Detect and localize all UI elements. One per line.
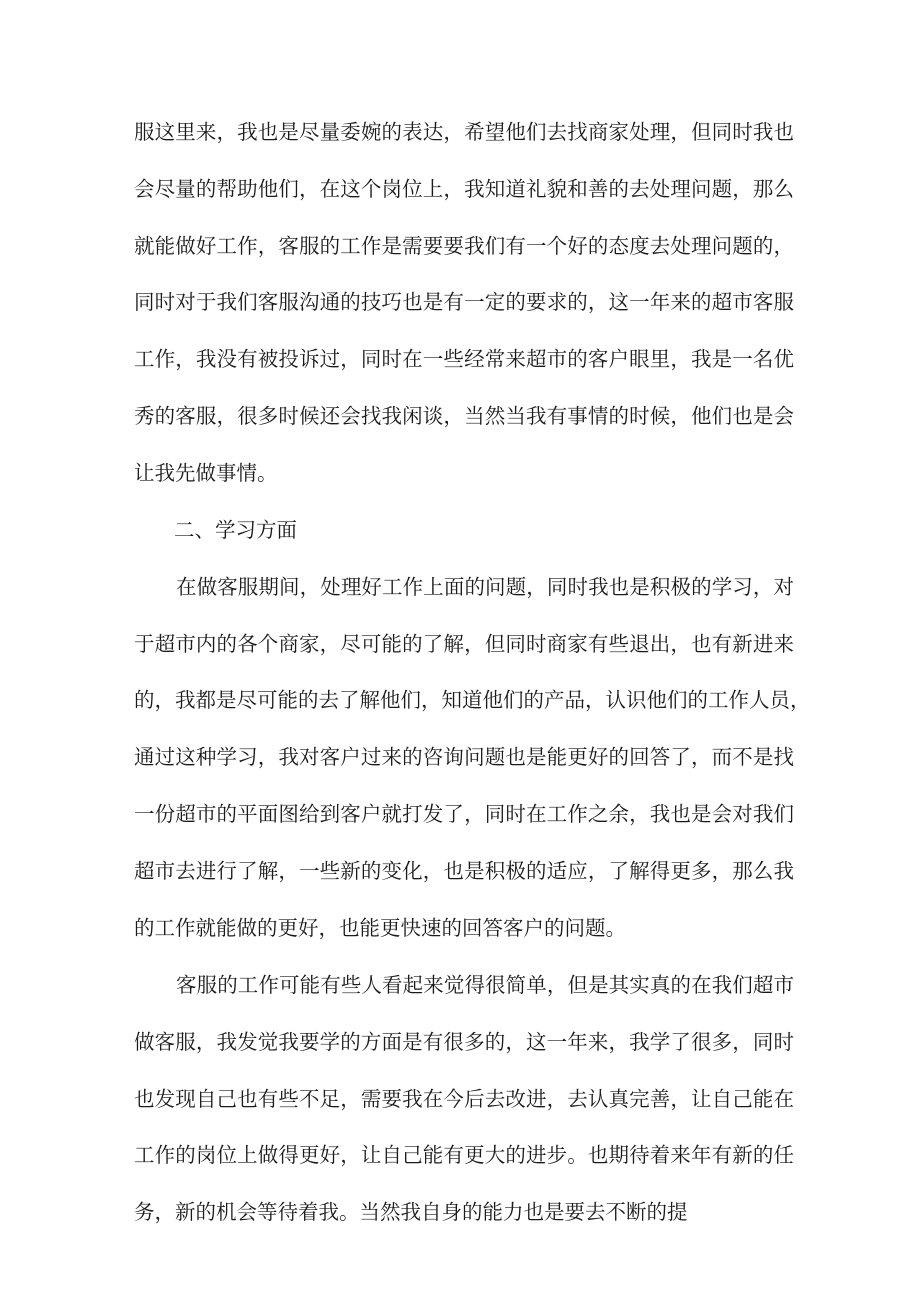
paragraph-line: 一份超市的平面图给到客户就打发了，同时在工作之余，我也是会对我们 bbox=[134, 802, 794, 826]
paragraph-line: 也发现自己也有些不足，需要我在今后去改进，去认真完善，让自己能在 bbox=[134, 1087, 794, 1111]
paragraph-line: 做客服，我发觉我要学的方面是有很多的，这一年来，我学了很多，同时 bbox=[134, 1030, 794, 1054]
paragraph-line: 通过这种学习，我对客户过来的咨询问题也是能更好的回答了，而不是找 bbox=[134, 745, 794, 769]
paragraph-line: 的，我都是尽可能的去了解他们，知道他们的产品，认识他们的工作人员， bbox=[134, 688, 811, 712]
paragraph-line: 工作，我没有被投诉过，同时在一些经常来超市的客户眼里，我是一名优 bbox=[134, 347, 794, 371]
paragraph-line: 就能做好工作，客服的工作是需要要我们有一个好的态度去处理问题的， bbox=[134, 234, 794, 258]
paragraph-line: 会尽量的帮助他们，在这个岗位上，我知道礼貌和善的去处理问题，那么 bbox=[134, 177, 794, 201]
paragraph-line: 超市去进行了解，一些新的变化，也是积极的适应，了解得更多，那么我 bbox=[134, 859, 794, 883]
paragraph-line: 服这里来，我也是尽量委婉的表达，希望他们去找商家处理，但同时我也 bbox=[134, 120, 794, 144]
paragraph-first-line: 在做客服期间，处理好工作上面的问题，同时我也是积极的学习，对 bbox=[176, 575, 794, 599]
paragraph-line: 于超市内的各个商家，尽可能的了解，但同时商家有些退出，也有新进来 bbox=[134, 632, 794, 656]
section-heading: 二、学习方面 bbox=[174, 518, 297, 542]
paragraph-first-line: 客服的工作可能有些人看起来觉得很简单，但是其实真的在我们超市 bbox=[176, 973, 794, 997]
paragraph-line: 同时对于我们客服沟通的技巧也是有一定的要求的，这一年来的超市客服 bbox=[134, 290, 794, 314]
paragraph-line-end: 让我先做事情。 bbox=[134, 461, 278, 485]
paragraph-line-end: 务，新的机会等待着我。当然我自身的能力也是要去不断的提 bbox=[134, 1200, 688, 1224]
paragraph-line: 秀的客服，很多时候还会找我闲谈，当然当我有事情的时候，他们也是会 bbox=[134, 404, 794, 428]
paragraph-line: 工作的岗位上做得更好，让自己能有更大的进步。也期待着来年有新的任 bbox=[134, 1143, 794, 1167]
paragraph-line-end: 的工作就能做的更好，也能更快速的回答客户的问题。 bbox=[134, 916, 626, 940]
